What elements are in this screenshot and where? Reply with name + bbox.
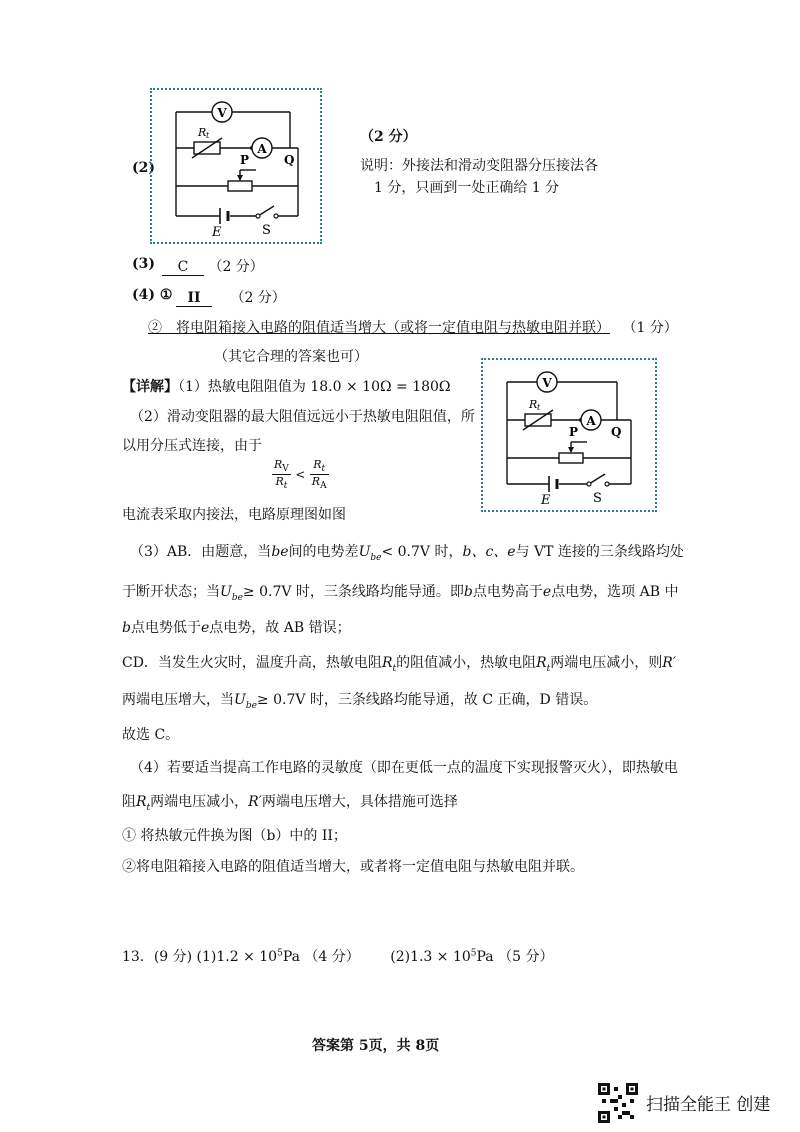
part2-note-1: 说明：外接法和滑动变阻器分压接法各 <box>360 158 598 174</box>
svg-text:V: V <box>542 376 552 390</box>
part4-answer: II <box>176 290 212 307</box>
detail-line-2a: （2）滑动变阻器的最大阻值远远小于热敏电阻阻值，所 <box>130 409 475 425</box>
circuit-diagram-box-1 <box>150 88 322 244</box>
part4-item2-score: （1 分） <box>622 320 678 336</box>
circuit-diagram-box-2 <box>481 358 657 512</box>
svg-text:t: t <box>206 131 210 140</box>
para3-line-2: 于断开状态；当$U_{be}\ge 0.7V$ 时，三条线路均能导通。即b点电势高于e点电势，选项 AB 中 <box>122 584 679 603</box>
part2-score: （2 分） <box>360 129 417 145</box>
para3-line-6: 故选 C。 <box>122 727 180 743</box>
detail-heading: 【详解】 <box>122 379 178 395</box>
svg-text:A: A <box>586 414 596 428</box>
svg-text:E: E <box>212 225 222 240</box>
svg-text:S: S <box>593 491 602 506</box>
svg-text:R: R <box>198 126 207 139</box>
svg-text:R: R <box>529 398 538 411</box>
detail-line-2c: 电流表采取内接法，电路原理图如图 <box>122 507 346 523</box>
svg-text:V: V <box>217 106 227 120</box>
para4-line-1: （4）若要适当提高工作电路的灵敏度（即在更低一点的温度下实现报警灭火），即热敏电 <box>130 760 678 776</box>
svg-text:S: S <box>262 223 271 238</box>
para4-line-4: ②将电阻箱接入电路的阻值适当增大，或者将一定值电阻与热敏电阻并联。 <box>122 859 584 875</box>
part4-other: （其它合理的答案也可） <box>214 349 368 365</box>
svg-text:P: P <box>240 153 250 167</box>
part4-score: （2 分） <box>230 290 286 306</box>
part4-item2: ② 将电阻箱接入电路的阻值适当增大（或将一定值电阻与热敏电阻并联） <box>148 320 610 336</box>
part2-note-2: 1 分，只画到一处正确给 1 分 <box>374 180 560 196</box>
svg-text:Q: Q <box>611 425 622 439</box>
svg-text:P: P <box>569 425 579 439</box>
para4-line-3: ① 将热敏元件换为图（b）中的 II； <box>122 828 347 844</box>
part3-answer-line <box>162 256 264 276</box>
part4-item2-line <box>148 317 678 337</box>
para3-line-5: 两端电压增大，当$U_{be}\ge 0.7V$ 时，三条线路均能导通，故 C 正确，D 错误。 <box>122 692 598 711</box>
para3-line-1: （3）AB．由题意，当be间的电势差$U_{be}< 0.7V$ 时，b、c、e与 VT 连接的三条线路均处 <box>130 544 684 563</box>
para3-line-3: b点电势低于e点电势，故 AB 错误； <box>122 620 351 636</box>
svg-text:t: t <box>537 403 541 412</box>
part3-label: (3) <box>132 256 155 272</box>
circuit-diagram-2 <box>483 360 655 510</box>
part4-answer-line <box>176 287 286 307</box>
para3-line-4: CD．当发生火灾时，温度升高，热敏电阻$R_t$的阻值减小，热敏电阻$R_t$两端电压减小，则R′ <box>122 655 677 674</box>
scanner-watermark: 扫描全能王 创建 <box>646 1095 771 1115</box>
ratio-formula: $\frac{R_V}{R_t}$ < $\frac{R_t}{R_A}$ <box>274 458 327 492</box>
para4-line-2: 阻$R_t$两端电压减小，R′两端电压增大，具体措施可选择 <box>122 794 458 813</box>
detail-line-1: 【详解】（1）热敏电阻阻值为 18.0 × 10Ω = 180Ω <box>122 379 451 395</box>
qr-code-icon <box>598 1083 638 1123</box>
part2-label: (2) <box>132 160 155 176</box>
svg-text:A: A <box>257 142 267 156</box>
part3-score: （2 分） <box>208 259 264 275</box>
page-number: 答案第 5页，共 8页 <box>312 1038 440 1054</box>
part4-label: (4) ① <box>132 287 173 303</box>
detail-line-2b: 以用分压式连接，由于 <box>122 438 262 454</box>
q13-line: 13．(9 分) $(1)1.2 \times 10^5Pa$ （4 分） $(2)1.3 \times 10^5Pa$ （5 分） <box>122 948 554 965</box>
circuit-diagram-1 <box>152 90 320 242</box>
part3-answer: C <box>162 259 204 276</box>
svg-text:Q: Q <box>284 153 295 167</box>
svg-text:E: E <box>541 493 551 508</box>
